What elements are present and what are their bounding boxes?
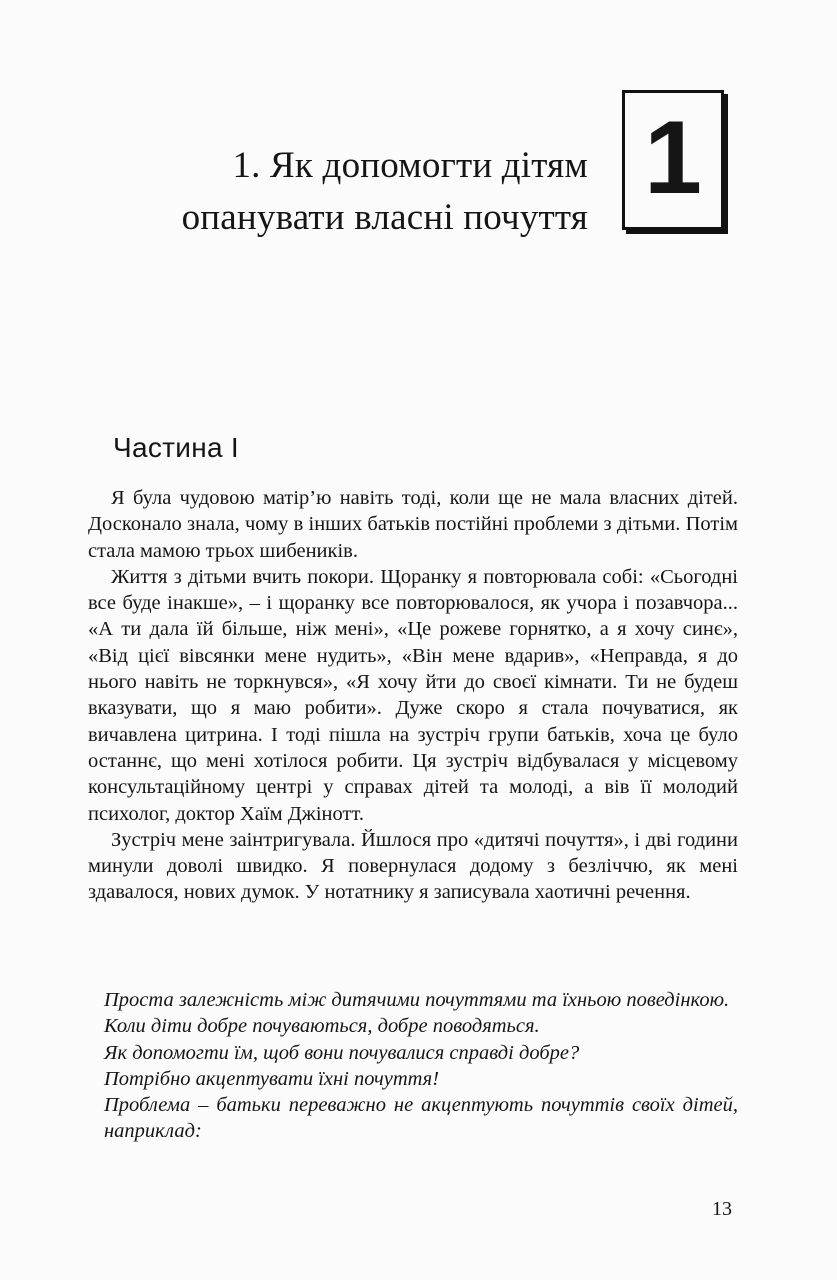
body-text	[88, 485, 738, 906]
part-heading: Частина I	[113, 432, 239, 463]
chapter-title	[60, 140, 588, 244]
note-1: Проста залежність між дитячими почуттями та їхньою поведінкою.	[104, 989, 730, 1011]
chapter-number: 1	[644, 100, 702, 216]
notebook-notes	[104, 987, 738, 1145]
note-5: Проблема – батьки переважно не акцептують почуттів своїх дітей, наприклад:	[104, 1094, 738, 1143]
chapter-title-line-2: опанувати власні почуття	[181, 197, 588, 238]
note-4: Потрібно акцептувати їхні почуття!	[104, 1067, 440, 1090]
note-2: Коли діти добре почуваються, добре поводяться.	[104, 1015, 540, 1038]
chapter-title-line-1: 1. Як допомогти дітям	[232, 145, 588, 186]
page-number: 13	[712, 1198, 732, 1220]
paragraph-3: Зустріч мене заінтригувала. Йшлося про «дитячі почуття», і дві години минули доволі швидко. Я повернулася додому з безліччю, як мені здавалося, нових думок. У нотатнику я записувала хаотичні речення.	[88, 828, 738, 904]
paragraph-1: Я була чудовою матір’ю навіть тоді, коли ще не мала власних дітей. Досконало знала, чому в інших батьків постійні проблеми з дітьми. Потім стала мамою трьох шибеників.	[88, 487, 738, 562]
note-3: Як допомогти їм, щоб вони почувалися справді добре?	[104, 1041, 580, 1064]
chapter-number-box	[622, 90, 724, 230]
paragraph-2: Життя з дітьми вчить покори. Щоранку я повторювала собі: «Сьогодні все буде інакше», – і щоранку все повторювалося, як учора і позавчора... «А ти дала їй більше, ніж мені», «Це рожеве горнятко, а я хочу синє», «Від цієї вівсянки мене нудить», «Він мене вдарив», «Неправда, я до нього навіть не торкнувся», «Я хочу йти до своєї кімнати. Ти не будеш вказувати, що я маю робити». Дуже скоро я стала почуватися, як вичавлена цитрина. І тоді пішла на зустріч групи батьків, хоча це було останнє, що мені хотілося робити. Ця зустріч відбувалася у місцевому консультаційному центрі у справах дітей та молоді, а вів її молодий психолог, доктор Хаїм Джінотт.	[88, 565, 738, 825]
